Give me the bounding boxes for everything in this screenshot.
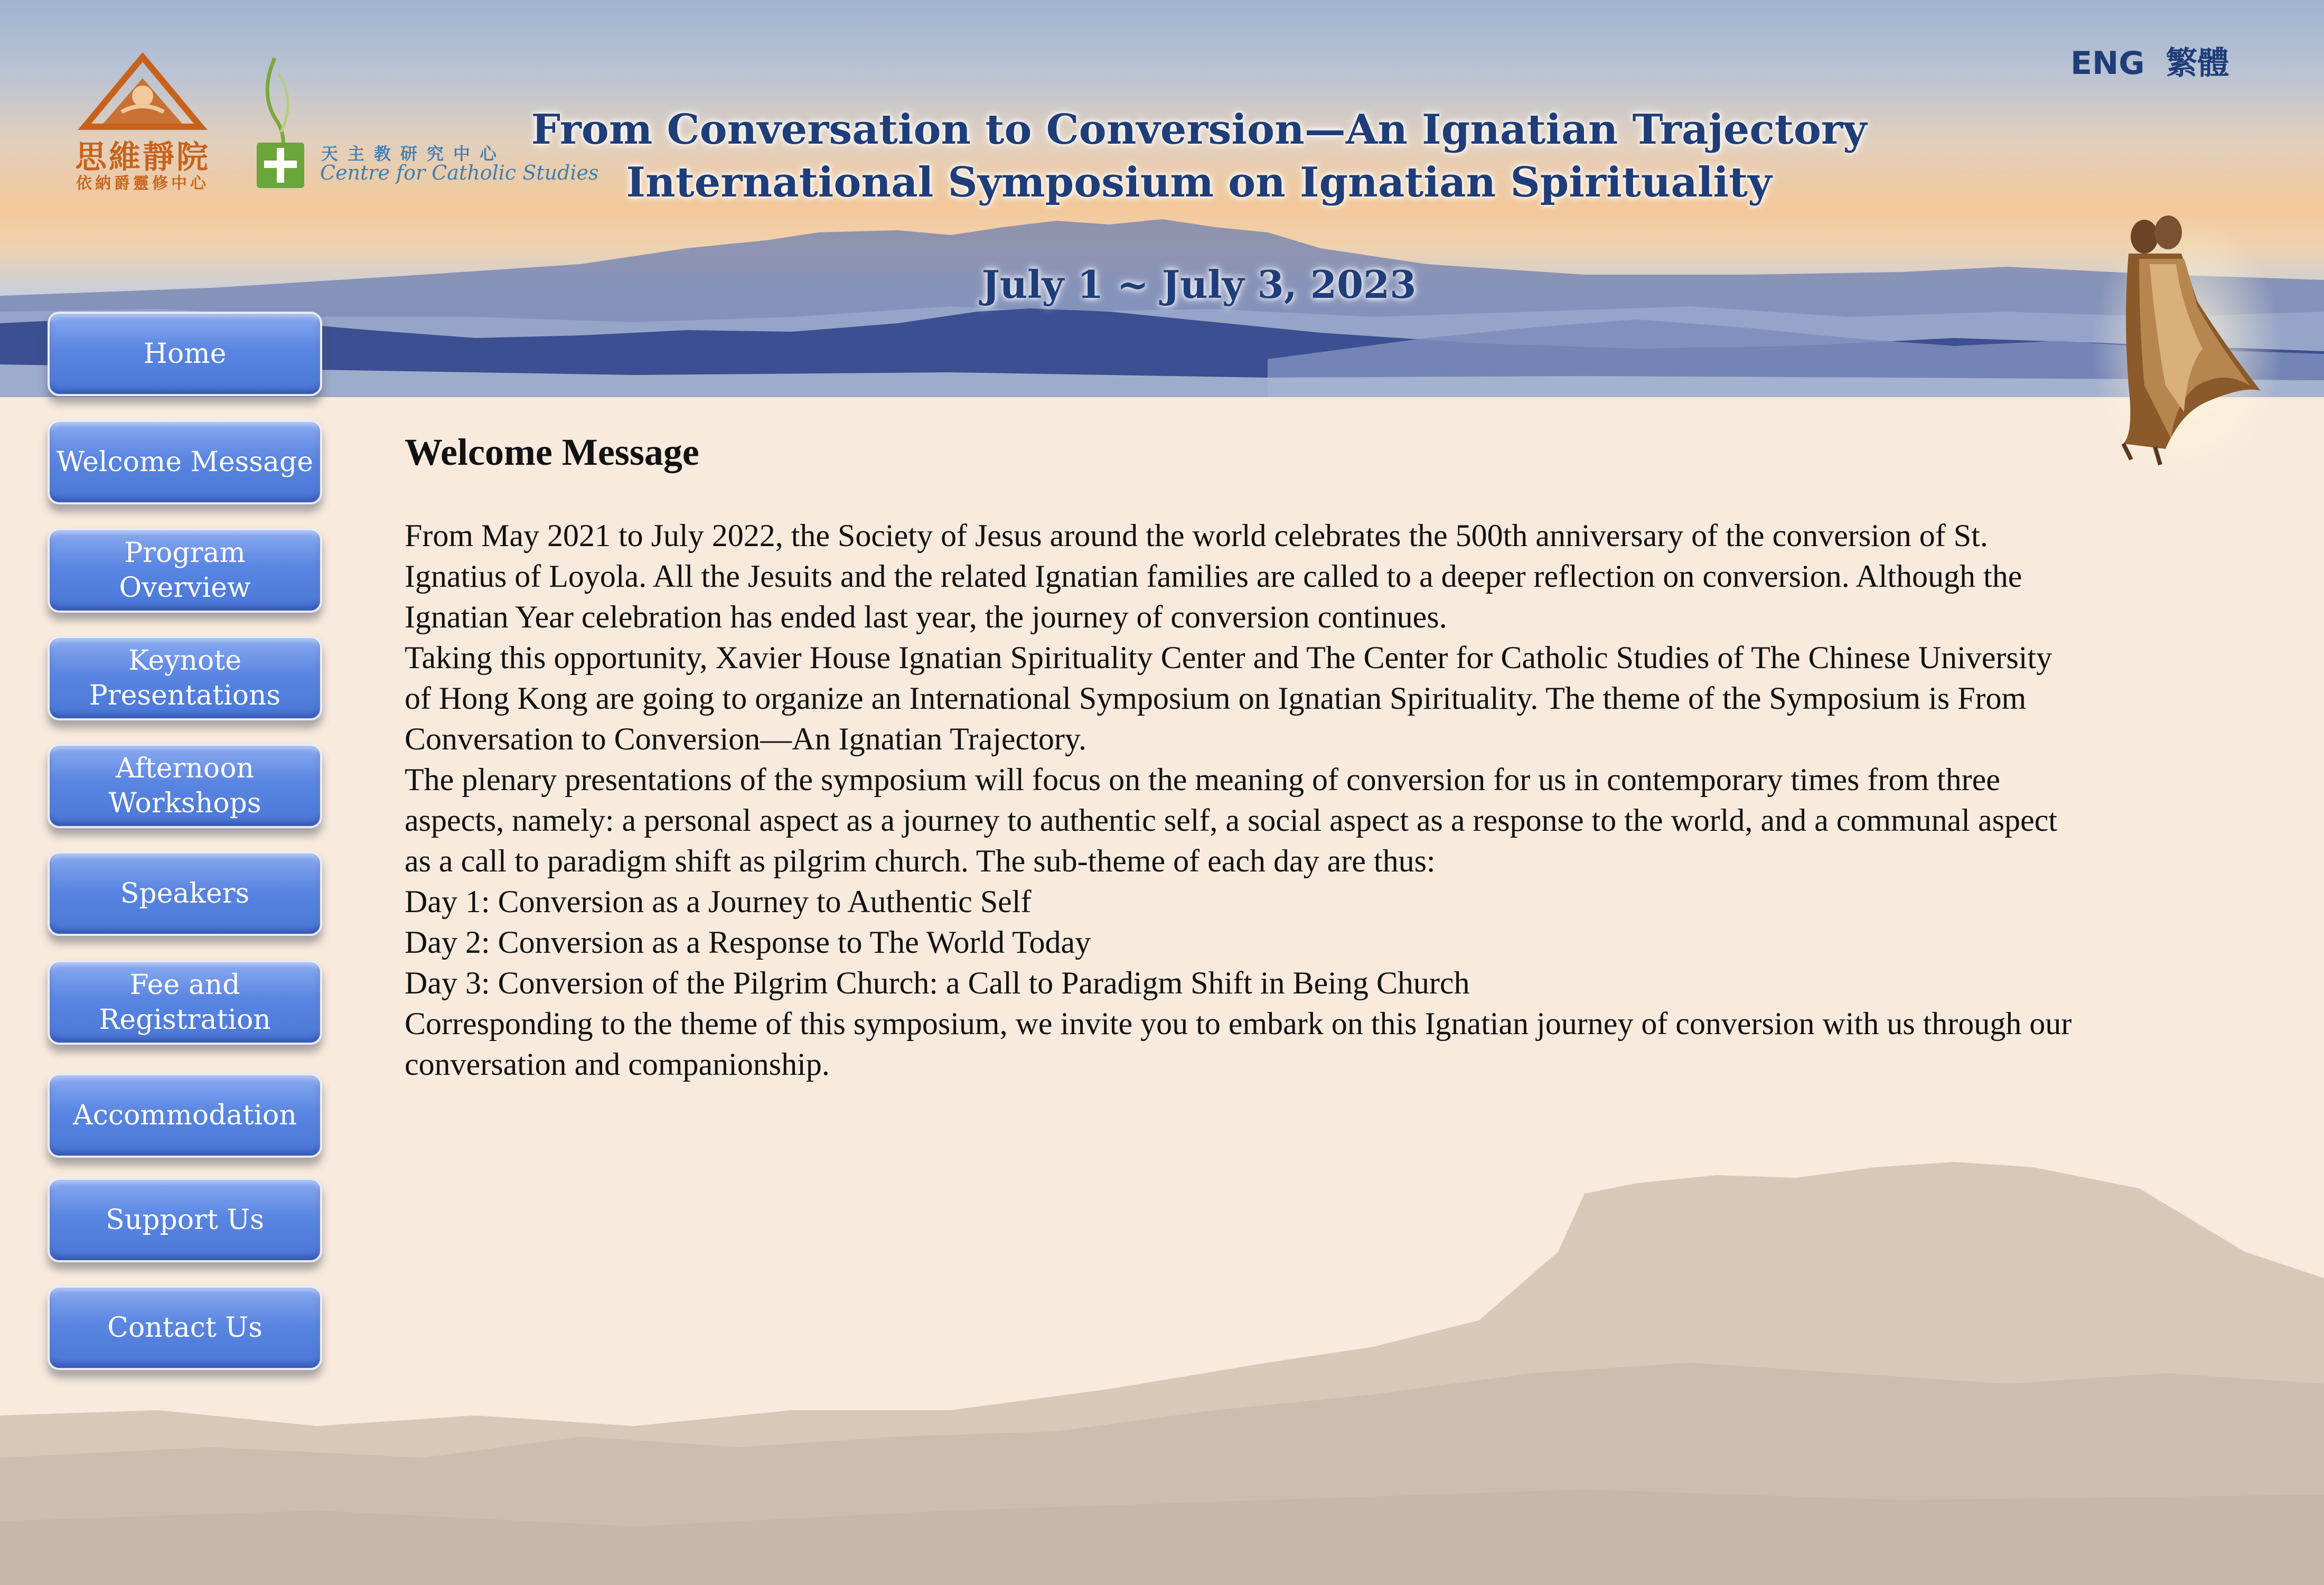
nav-contact-us-label: Contact Us xyxy=(107,1312,263,1344)
catholic-studies-mark-icon xyxy=(254,53,322,195)
main-content xyxy=(405,426,2084,1085)
xavier-house-logo[interactable] xyxy=(42,53,243,195)
nav-fee-registration-button[interactable] xyxy=(48,960,322,1045)
title-line-1: From Conversation to Conversion—An Ignatian Trajectory xyxy=(531,106,1867,154)
nav-fee-registration-label: Fee and Registration xyxy=(99,969,271,1036)
nav-home-label: Home xyxy=(143,338,227,370)
day-2-theme: Day 2: Conversion as a Response to The World Today xyxy=(405,925,1091,960)
nav-keynote-presentations-button[interactable] xyxy=(48,636,322,720)
nav-program-overview-button[interactable] xyxy=(48,528,322,613)
language-switcher xyxy=(2070,38,2250,80)
nav-accommodation-button[interactable] xyxy=(48,1073,322,1158)
nav-support-us-label: Support Us xyxy=(106,1204,264,1236)
catholic-studies-name-en: Centre for Catholic Studies xyxy=(320,161,599,184)
nav-speakers-label: Speakers xyxy=(120,878,250,909)
nav-afternoon-workshops-button[interactable] xyxy=(48,744,322,828)
nav-accommodation-label: Accommodation xyxy=(73,1100,297,1131)
page-title: Welcome Message xyxy=(405,431,699,473)
lang-english-link[interactable]: ENG xyxy=(2070,45,2145,82)
nav-welcome-message-label: Welcome Message xyxy=(56,446,314,478)
day-1-theme: Day 1: Conversion as a Journey to Authentic Self xyxy=(405,884,1032,919)
header-banner xyxy=(0,0,2324,397)
nav-home-button[interactable] xyxy=(48,312,322,396)
xavier-house-mark-icon xyxy=(42,53,243,132)
xavier-house-subtitle: 依納爵靈修中心 xyxy=(76,174,209,193)
nav-program-overview-label: Program Overview xyxy=(119,537,251,604)
xavier-house-name: 思維靜院 xyxy=(75,139,210,176)
nav-afternoon-workshops-label: Afternoon Workshops xyxy=(108,753,261,819)
nav-contact-us-button[interactable] xyxy=(48,1286,322,1370)
title-line-2: International Symposium on Ignatian Spirituality xyxy=(626,158,1772,207)
welcome-paragraph: From May 2021 to July 2022, the Society of Jesus around the world celebrates the 500th anniversary of the conversion of St. Ignatius of Loyola. All the Jesuits and the related Ignatian families are called to a deeper reflection on conversion. Although the Ignatian Year celebration has ended last year, the journey of conversion continues. xyxy=(405,518,2022,634)
welcome-paragraph: Taking this opportunity, Xavier House Ignatian Spirituality Center and The Center for Catholic Studies of The Chinese University of Hong Kong are going to organize an International Symposium on Ignatian Spirituality. The theme of the Symposium is From Conversation to Conversion—An Ignatian Trajectory. xyxy=(405,640,2053,756)
welcome-paragraph: Corresponding to the theme of this symposium, we invite you to embark on this Ignatian journey of conversion with us through our conversation and companionship. xyxy=(405,1006,2072,1082)
bottom-mountain-image xyxy=(0,1162,2324,1585)
nav-welcome-message-button[interactable] xyxy=(48,420,322,504)
catholic-studies-logo[interactable] xyxy=(254,53,599,195)
day-3-theme: Day 3: Conversion of the Pilgrim Church: a Call to Paradigm Shift in Being Church xyxy=(405,965,1470,1000)
lang-chinese-link[interactable]: 繁體 xyxy=(2166,45,2229,82)
nav-support-us-button[interactable] xyxy=(48,1178,322,1262)
welcome-paragraph: The plenary presentations of the symposium will focus on the meaning of conversion for us in contemporary times from three aspects, namely: a personal aspect as a journey to authentic self, a social aspect as a response to the world, and a communal aspect as a call to paradigm shift as pilgrim church. The sub-theme of each day are thus: xyxy=(405,762,2057,878)
nav-speakers-button[interactable] xyxy=(48,851,322,936)
pilgrims-illustration-image xyxy=(2092,211,2282,475)
nav-keynote-presentations-label: Keynote Presentations xyxy=(89,645,281,711)
catholic-studies-name-zh: 天主教研究中心 xyxy=(321,144,507,164)
symposium-title xyxy=(528,104,1870,209)
symposium-dates: July 1 ~ July 3, 2023 xyxy=(981,262,1417,307)
